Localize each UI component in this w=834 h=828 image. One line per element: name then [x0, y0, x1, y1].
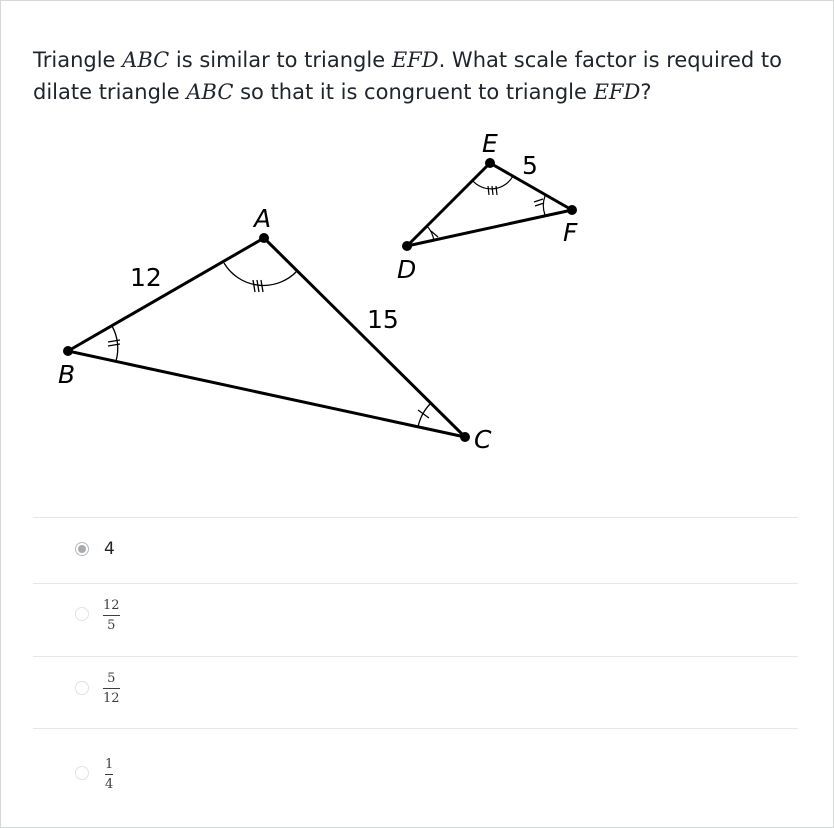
angle-d-arc [427, 226, 434, 241]
label-c: C [474, 425, 492, 454]
question-text-part: . What scale factor is required to dilate triangle [33, 48, 782, 104]
angle-a-tick [257, 280, 259, 292]
label-e: E [482, 129, 498, 158]
question-text-part: ? [640, 80, 652, 104]
fraction-bar [105, 774, 113, 775]
choice-option[interactable] [33, 656, 798, 728]
choice-fraction [103, 671, 120, 706]
side-ed [407, 163, 490, 246]
choice-option[interactable] [33, 728, 798, 809]
fraction-bar [103, 688, 120, 689]
fraction-denominator: 4 [105, 777, 114, 792]
label-a: A [254, 204, 272, 233]
choice-fraction [105, 757, 113, 792]
radio-button[interactable] [75, 607, 89, 621]
choice-fraction [103, 598, 120, 633]
angle-f-tick [534, 199, 543, 202]
side-bc [68, 351, 465, 437]
vertex-a [259, 233, 269, 243]
fraction-denominator: 5 [107, 618, 116, 633]
side-ac-length: 15 [367, 305, 399, 334]
angle-f-arc [543, 196, 545, 215]
angle-a-arc [224, 263, 297, 285]
radio-button[interactable] [75, 681, 89, 695]
question-text-part: so that it is congruent to triangle [233, 80, 594, 104]
vertex-b [63, 346, 73, 356]
angle-f-tick [535, 203, 544, 206]
side-ac [264, 238, 465, 437]
choice-option[interactable] [33, 583, 798, 656]
side-ef-length: 5 [522, 151, 538, 180]
side-ab [68, 238, 264, 351]
angle-e-tick [492, 186, 493, 195]
side-ab-length: 12 [130, 263, 162, 292]
label-f: F [563, 218, 578, 247]
choice-text: 4 [104, 539, 115, 559]
side-df [407, 210, 572, 246]
math-abc: ABC [186, 80, 234, 104]
question-text-part: Triangle [33, 48, 123, 72]
angle-c-tick [418, 410, 429, 418]
label-b: B [58, 360, 76, 389]
choice-option[interactable] [33, 517, 798, 583]
radio-button-selected[interactable] [75, 542, 89, 556]
angle-b-tick [108, 340, 120, 342]
fraction-numerator: 5 [107, 671, 116, 686]
angle-e-tick [488, 186, 489, 195]
radio-button[interactable] [75, 766, 89, 780]
vertex-d [402, 241, 412, 251]
question-text-part: is similar to triangle [169, 48, 392, 72]
angle-a-tick [253, 280, 255, 292]
fraction-bar [103, 615, 120, 616]
math-abc: ABC [122, 48, 170, 72]
math-efd: EFD [391, 48, 439, 72]
label-d: D [397, 255, 417, 284]
fraction-denominator: 12 [103, 691, 120, 706]
vertex-f [567, 205, 577, 215]
angle-e-tick [496, 186, 497, 195]
math-efd: EFD [593, 80, 641, 104]
vertex-e [485, 158, 495, 168]
vertex-c [460, 432, 470, 442]
fraction-numerator: 12 [103, 598, 120, 613]
answer-choices [33, 517, 798, 809]
angle-b-arc [112, 326, 118, 361]
fraction-numerator: 1 [105, 757, 114, 772]
